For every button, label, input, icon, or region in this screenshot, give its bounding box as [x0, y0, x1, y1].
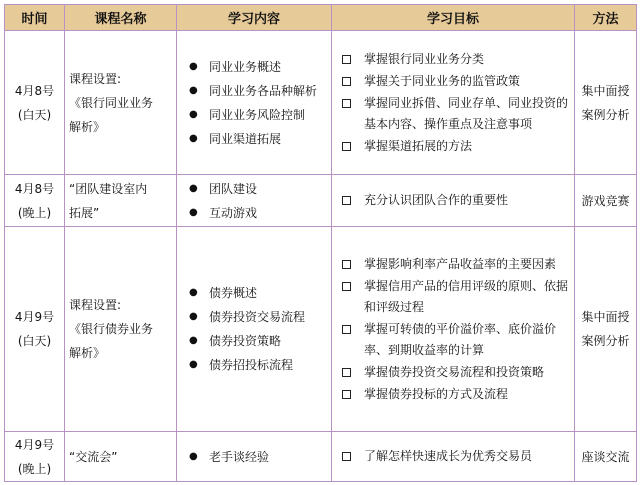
content-item: ● 互动游戏	[181, 201, 327, 225]
content-item: ● 债券招投标流程	[181, 353, 327, 377]
goal-item: 掌握银行同业业务分类	[336, 49, 570, 70]
checkbox-square-icon	[342, 452, 351, 461]
course-line: 解析》	[69, 346, 106, 360]
course-cell	[65, 432, 177, 482]
bullet-icon: ●	[189, 206, 198, 218]
time-cell	[5, 227, 65, 432]
method-line: 集中面授	[581, 83, 630, 98]
method-line: 集中面授	[581, 310, 630, 324]
content-item: ● 债券投资策略	[181, 329, 327, 353]
course-cell	[65, 175, 177, 227]
table-row	[5, 227, 637, 432]
checkbox-square-icon	[342, 99, 351, 108]
period-text: (晚上)	[17, 205, 52, 220]
content-cell	[177, 175, 332, 227]
table-row	[5, 31, 637, 175]
bullet-icon: ●	[189, 60, 198, 72]
content-item: ● 同业业务概述	[181, 55, 327, 79]
period-text: (晚上)	[17, 461, 52, 476]
checkbox-square-icon	[342, 142, 351, 151]
content-item: ● 债券投资交易流程	[181, 305, 327, 329]
course-line: 《银行债券业务	[69, 322, 154, 336]
course-line: 《银行同业业务	[69, 95, 154, 110]
goal-item: 掌握信用产品的信用评级的原则、依据和评级过程	[336, 276, 570, 318]
goal-item: 掌握债券投资交易流程和投资策略	[336, 362, 570, 383]
content-item: ● 同业渠道拓展	[181, 127, 327, 151]
bullet-icon: ●	[189, 287, 198, 298]
content-item: ● 同业业务各品种解析	[181, 79, 327, 103]
time-cell	[5, 175, 65, 227]
header-time: 时间	[5, 5, 65, 31]
bullet-icon: ●	[189, 182, 198, 194]
goals-cell	[332, 227, 575, 432]
header-method: 方法	[575, 5, 637, 31]
content-cell	[177, 432, 332, 482]
content-cell	[177, 227, 332, 432]
course-cell	[65, 227, 177, 432]
goal-item: 掌握关于同业业务的监管政策	[336, 71, 570, 92]
method-cell	[575, 432, 637, 482]
time-cell	[5, 31, 65, 175]
table-row	[5, 175, 637, 227]
date-text: 4月9号	[14, 437, 55, 452]
goal-item: 掌握可转债的平价溢价率、底价溢价率、到期收益率的计算	[336, 319, 570, 361]
goal-item: 掌握债券投标的方式及流程	[336, 384, 570, 405]
goal-item: 充分认识团队合作的重要性	[336, 190, 570, 211]
content-item: ● 债券概述	[181, 281, 327, 305]
bullet-icon: ●	[189, 335, 198, 346]
checkbox-square-icon	[342, 325, 351, 334]
method-line: 案例分析	[581, 334, 630, 348]
checkbox-square-icon	[342, 390, 351, 399]
content-cell	[177, 31, 332, 175]
method-line: 案例分析	[581, 107, 630, 122]
content-item: ● 同业业务风险控制	[181, 103, 327, 127]
bullet-icon: ●	[189, 84, 198, 96]
period-text: (白天)	[17, 107, 52, 122]
goal-item: 了解怎样快速成长为优秀交易员	[336, 446, 570, 467]
course-line: 课程设置:	[69, 71, 122, 86]
date-text: 4月8号	[14, 83, 55, 98]
header-content: 学习内容	[177, 5, 332, 31]
checkbox-square-icon	[342, 260, 351, 269]
content-item: ● 老手谈经验	[181, 445, 327, 469]
checkbox-square-icon	[342, 77, 351, 86]
bullet-icon: ●	[189, 108, 198, 120]
header-course: 课程名称	[65, 5, 177, 31]
period-text: (白天)	[17, 334, 52, 348]
date-text: 4月9号	[14, 310, 55, 324]
table-row	[5, 432, 637, 482]
checkbox-square-icon	[342, 282, 351, 291]
content-item: ● 团队建设	[181, 177, 327, 201]
bullet-icon: ●	[189, 359, 198, 370]
method-line: 游戏竞赛	[581, 193, 630, 208]
checkbox-square-icon	[342, 55, 351, 64]
checkbox-square-icon	[342, 196, 351, 205]
bullet-icon: ●	[189, 450, 198, 462]
goals-cell	[332, 432, 575, 482]
goal-item: 掌握影响利率产品收益率的主要因素	[336, 254, 570, 275]
checkbox-square-icon	[342, 368, 351, 377]
bullet-icon: ●	[189, 132, 198, 144]
course-line: 课程设置:	[69, 298, 122, 312]
bullet-icon: ●	[189, 311, 198, 322]
goals-cell	[332, 175, 575, 227]
course-cell	[65, 31, 177, 175]
time-cell	[5, 432, 65, 482]
course-line: “团队建设室内	[69, 181, 148, 196]
course-line: “交流会”	[69, 449, 118, 464]
header-row	[5, 5, 637, 31]
course-line: 拓展”	[69, 205, 100, 220]
method-cell	[575, 31, 637, 175]
method-line: 座谈交流	[581, 449, 630, 464]
method-cell	[575, 227, 637, 432]
schedule-table	[4, 4, 637, 482]
goal-item: 掌握同业拆借、同业存单、同业投资的基本内容、操作重点及注意事项	[336, 93, 570, 135]
method-cell	[575, 175, 637, 227]
header-goals: 学习目标	[332, 5, 575, 31]
goals-cell	[332, 31, 575, 175]
course-line: 解析》	[69, 119, 106, 134]
goal-item: 掌握渠道拓展的方法	[336, 136, 570, 157]
date-text: 4月8号	[14, 181, 55, 196]
